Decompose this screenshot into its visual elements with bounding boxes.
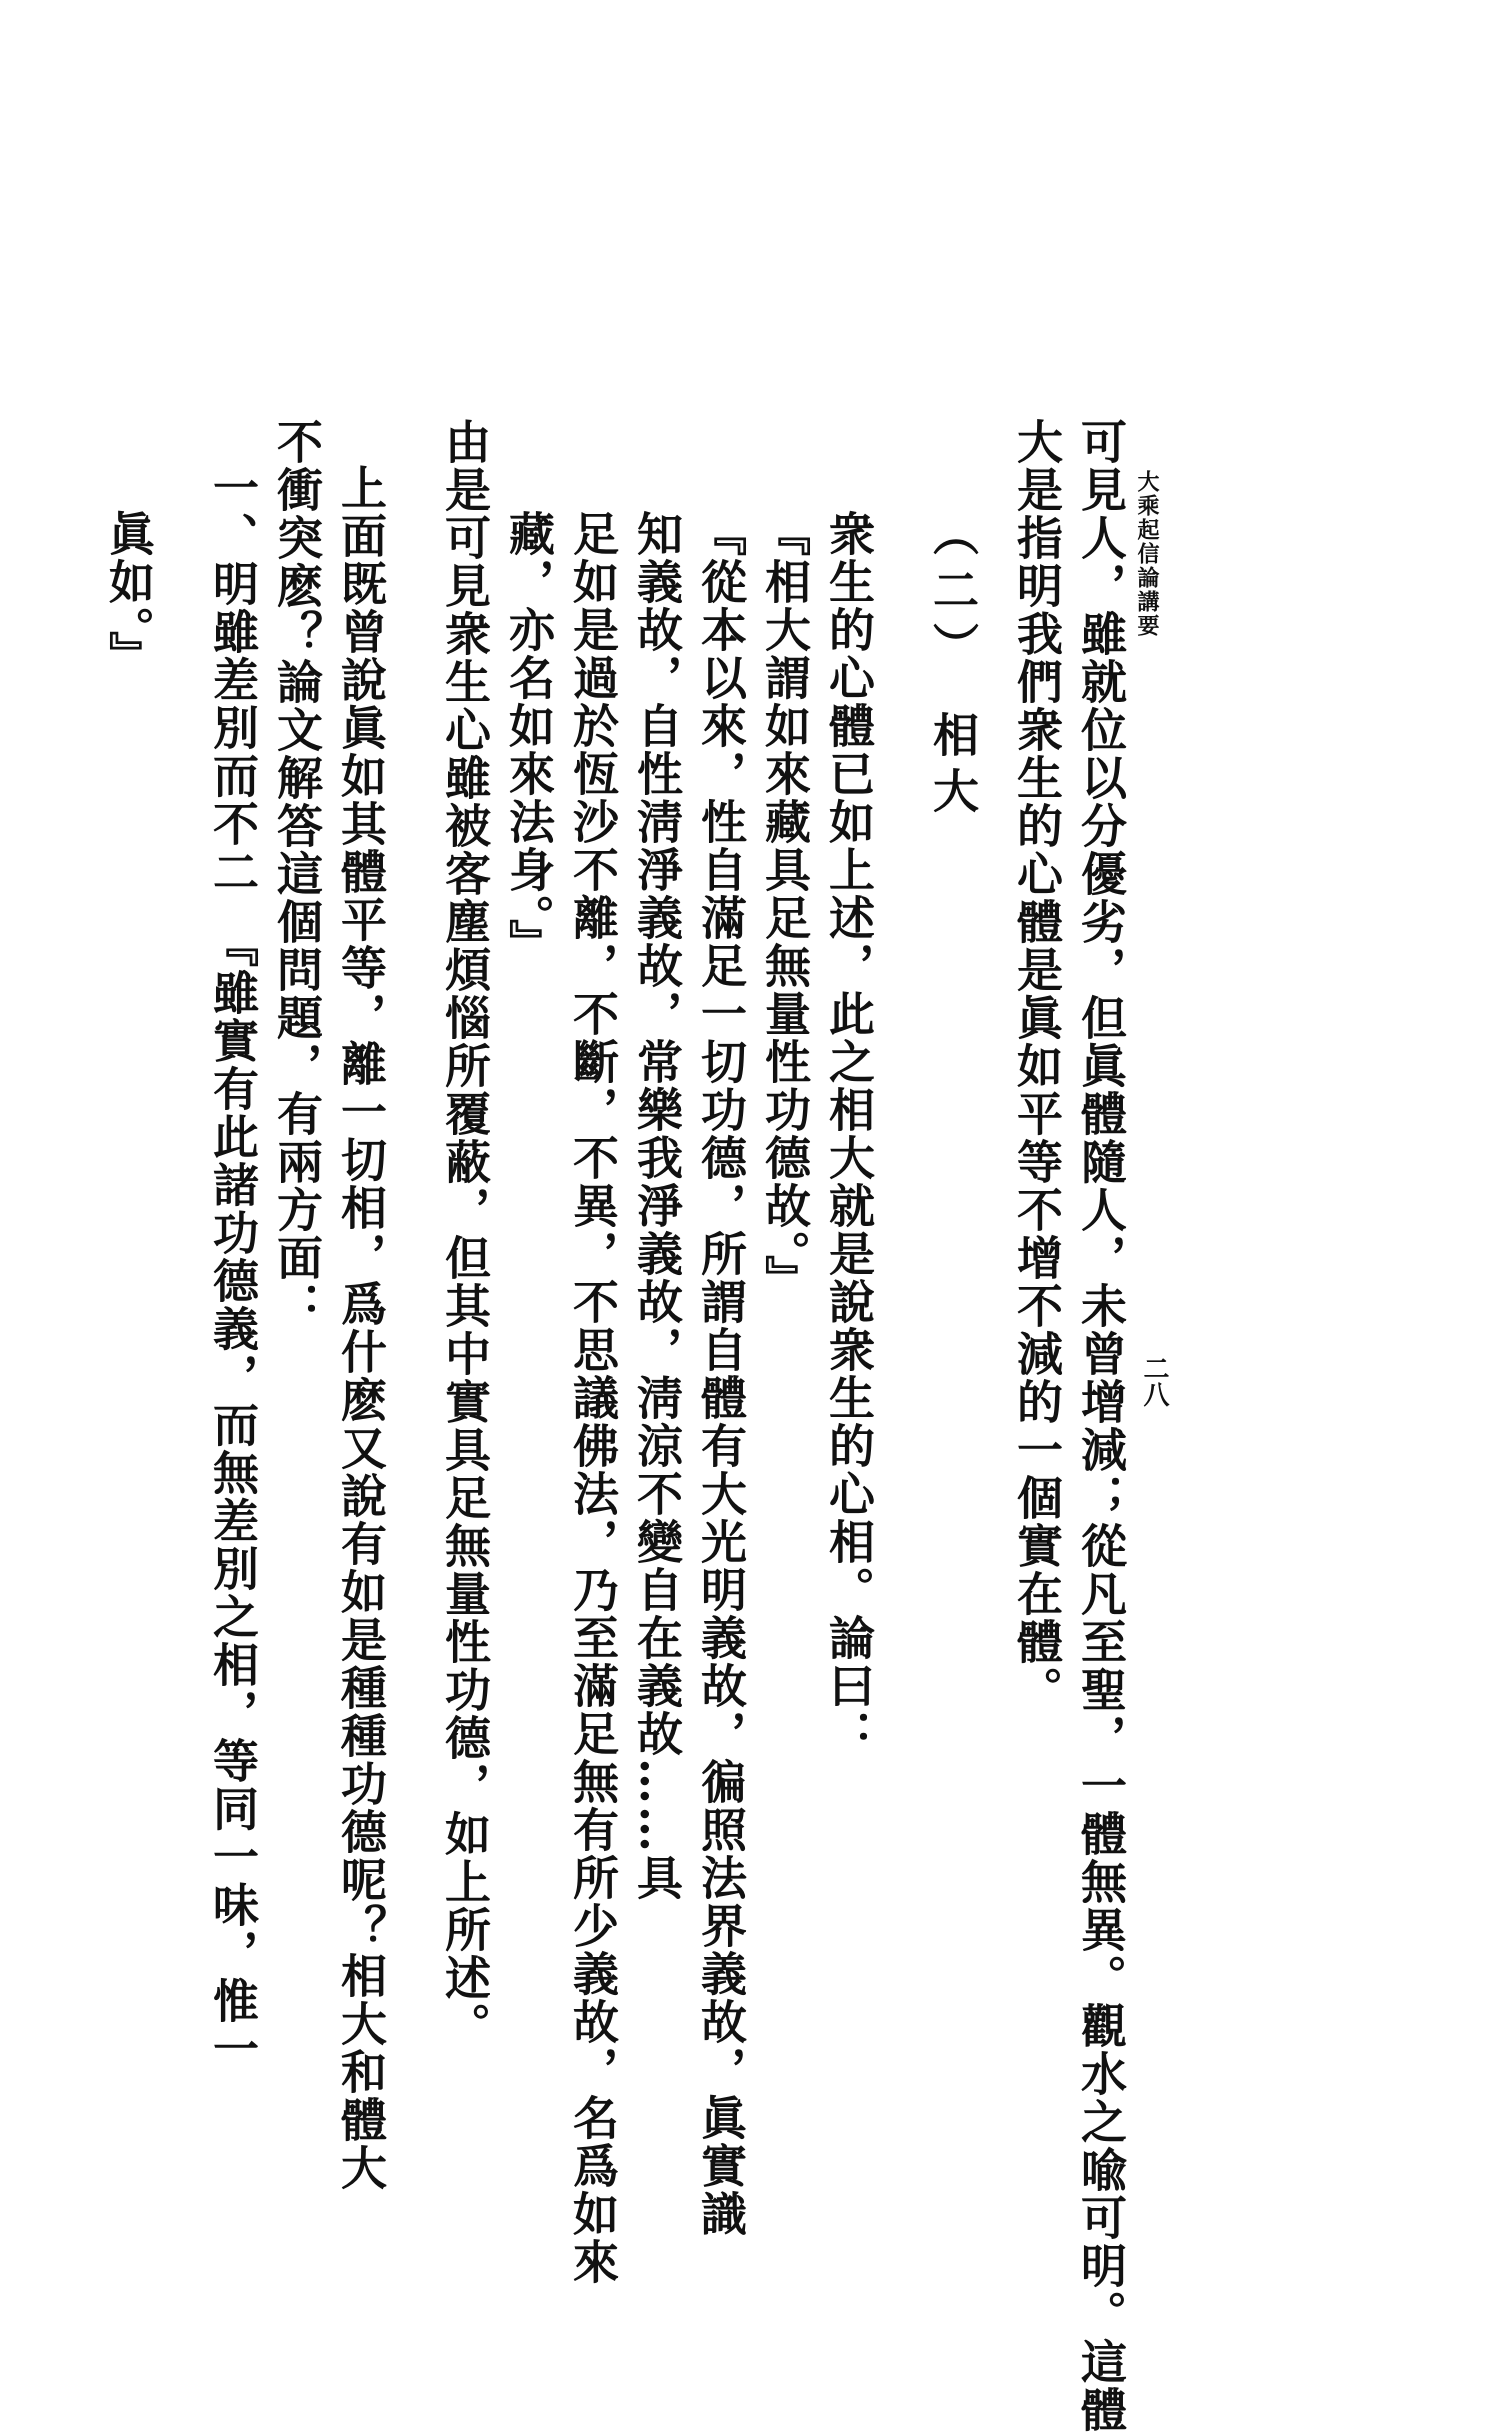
text-column: 衆生的心體已如上述，此之相大就是說衆生的心相。論曰： (822, 510, 876, 1758)
text-column: 眞如。』 (102, 510, 156, 679)
section-heading: （二） 相大 (926, 510, 980, 823)
text-column: 不衝突麽？論文解答這個問題，有兩方面： (270, 418, 324, 1330)
text-column: 大是指明我們衆生的心體是眞如平等不增不減的一個實在體。 (1010, 418, 1064, 1714)
text-column: 由是可見衆生心雖被客塵煩惱所覆蔽，但其中實具足無量性功德，如上所述。 (438, 418, 492, 2050)
text-column: 一、明雖差別而不二 『雖實有此諸功德義，而無差別之相，等同一味，惟一 (206, 464, 260, 2073)
body-text (102, 418, 1133, 2434)
quote-column: 藏，亦名如來法身。』 (502, 510, 556, 967)
text-column: 可見人，雖就位以分優劣，但眞體隨人，未曾增減；從凡至聖，一體無異。觀水之喩可明。這體 (1074, 418, 1128, 2434)
quote-column: 『相大謂如來藏具足無量性功德故。』 (758, 510, 812, 1303)
quote-column: 足如是過於恆沙不離，不斷，不異，不思議佛法，乃至滿足無有所少義故，名爲如來 (566, 510, 620, 2286)
page-number: 二八 (1139, 1355, 1169, 1407)
text-column: 上面既曾說眞如其體平等，離一切相，爲什麽又說有如是種種功德呢？相大和體大 (334, 464, 388, 2192)
quote-column: 『從本以來，性自滿足一切功德，所謂自體有大光明義故，徧照法界義故，眞實識 (694, 510, 748, 2238)
quote-column: 知義故，自性淸淨義故，常樂我淨義故，淸涼不變自在義故……具 (630, 510, 684, 1902)
running-head: 大乘起信論講要 (1134, 470, 1160, 638)
